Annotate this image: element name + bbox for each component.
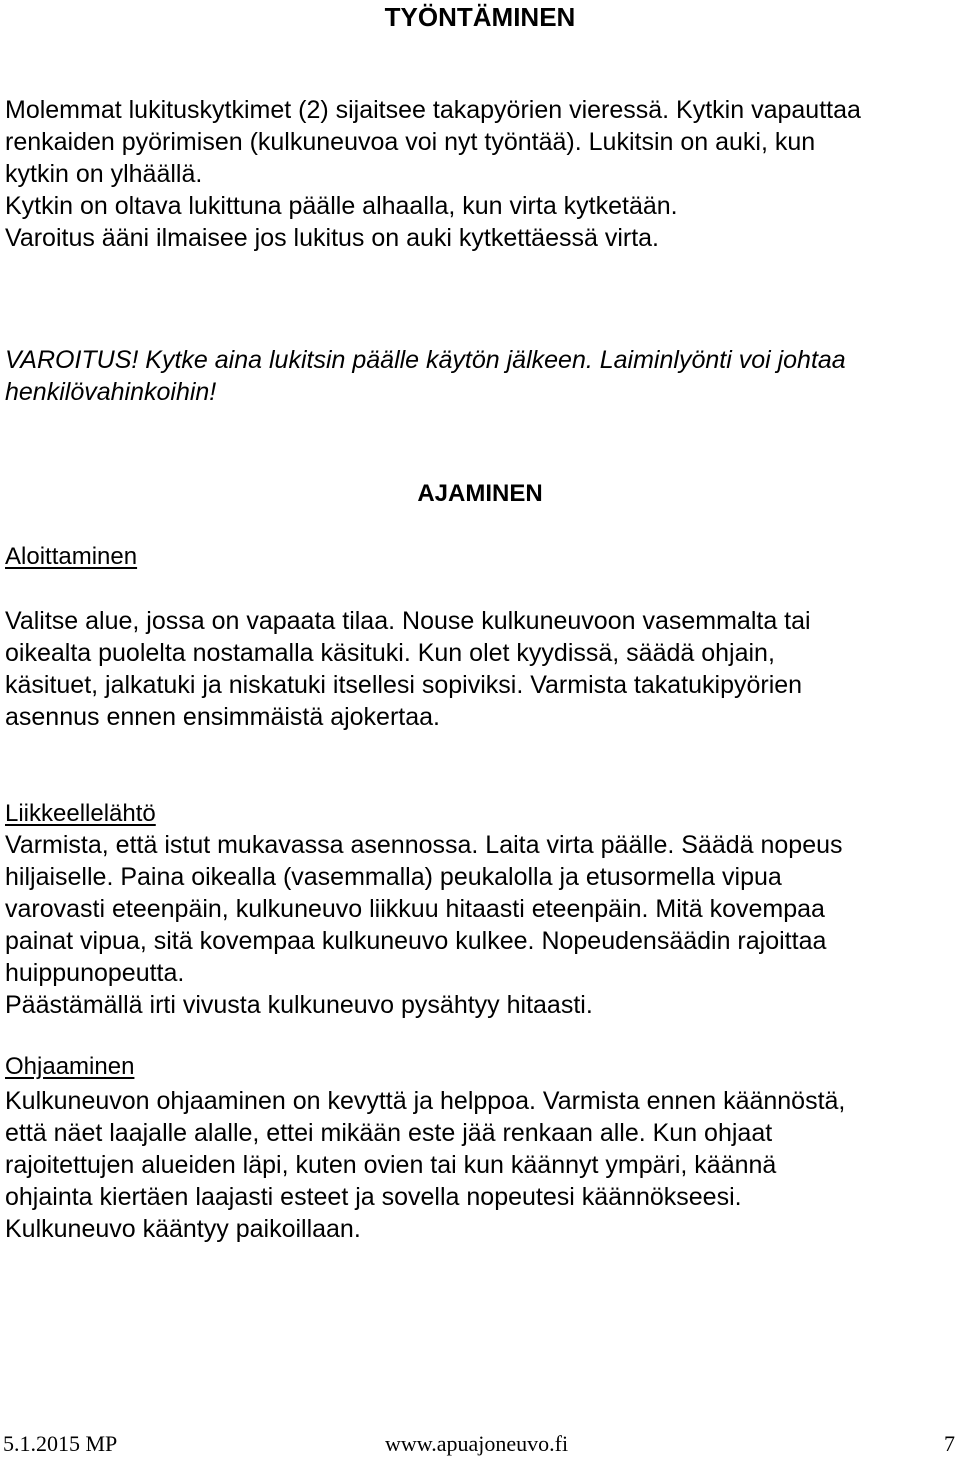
text-line: Varoitus ääni ilmaisee jos lukitus on auki kytkettäessä virta. (5, 224, 660, 252)
text-line: huippunopeutta. (5, 959, 185, 987)
footer-page-number: 7 (944, 1431, 955, 1456)
steering-paragraph (5, 1085, 950, 1245)
text-line: varovasti eteenpäin, kulkuneuvo liikkuu hitaasti eteenpäin. Mitä kovempaa (5, 895, 825, 923)
text-line: Molemmat lukituskytkimet (2) sijaitsee takapyörien vieressä. Kytkin vapauttaa (5, 96, 861, 124)
page-title: TYÖNTÄMINEN (384, 2, 576, 32)
text-line: VAROITUS! Kytke aina lukitsin päälle käytön jälkeen. Laiminlyönti voi johtaa (5, 346, 846, 374)
text-line: Valitse alue, jossa on vapaata tilaa. Nouse kulkuneuvoon vasemmalta tai (5, 607, 811, 635)
text-line: asennus ennen ensimmäistä ajokertaa. (5, 703, 440, 731)
subheading-starting: Aloittaminen (5, 543, 138, 570)
moving-off-paragraph (5, 829, 950, 1021)
text-line: Kulkuneuvon ohjaaminen on kevyttä ja helppoa. Varmista ennen käännöstä, (5, 1087, 846, 1115)
subheading-steering: Ohjaaminen (5, 1053, 135, 1080)
text-line: renkaiden pyörimisen (kulkuneuvoa voi nyt työntää). Lukitsin on auki, kun (5, 128, 816, 156)
text-line: painat vipua, sitä kovempaa kulkuneuvo kulkee. Nopeudensäädin rajoittaa (5, 927, 827, 955)
text-line: henkilövahinkoihin! (5, 378, 217, 406)
footer-date: 5.1.2015 MP (3, 1431, 118, 1456)
starting-paragraph (5, 605, 950, 733)
text-line: Kulkuneuvo kääntyy paikoillaan. (5, 1215, 361, 1243)
text-line: Kytkin on oltava lukittuna päälle alhaalla, kun virta kytketään. (5, 192, 678, 220)
text-line: että näet laajalle alalle, ettei mikään este jää renkaan alle. Kun ohjaat (5, 1119, 773, 1147)
text-line: hiljaiselle. Paina oikealla (vasemmalla) peukalolla ja etusormella vipua (5, 863, 782, 891)
footer-website: www.apuajoneuvo.fi (385, 1431, 569, 1456)
section-heading-driving: AJAMINEN (417, 480, 543, 507)
text-line: oikealta puolelta nostamalla käsituki. Kun olet kyydissä, säädä ohjain, (5, 639, 775, 667)
text-line: Varmista, että istut mukavassa asennossa. Laita virta päälle. Säädä nopeus (5, 831, 843, 859)
text-line: Päästämällä irti vivusta kulkuneuvo pysähtyy hitaasti. (5, 991, 593, 1019)
text-line: kytkin on ylhäällä. (5, 160, 203, 188)
text-line: ohjainta kiertäen laajasti esteet ja sovella nopeutesi käännökseesi. (5, 1183, 742, 1211)
warning-paragraph (5, 344, 950, 408)
text-line: rajoitettujen alueiden läpi, kuten ovien tai kun käännyt ympäri, käännä (5, 1151, 777, 1179)
text-line: käsituet, jalkatuki ja niskatuki itsellesi sopiviksi. Varmista takatukipyörien (5, 671, 803, 699)
pushing-paragraph (5, 94, 950, 254)
subheading-moving-off: Liikkeellelähtö (5, 800, 156, 827)
